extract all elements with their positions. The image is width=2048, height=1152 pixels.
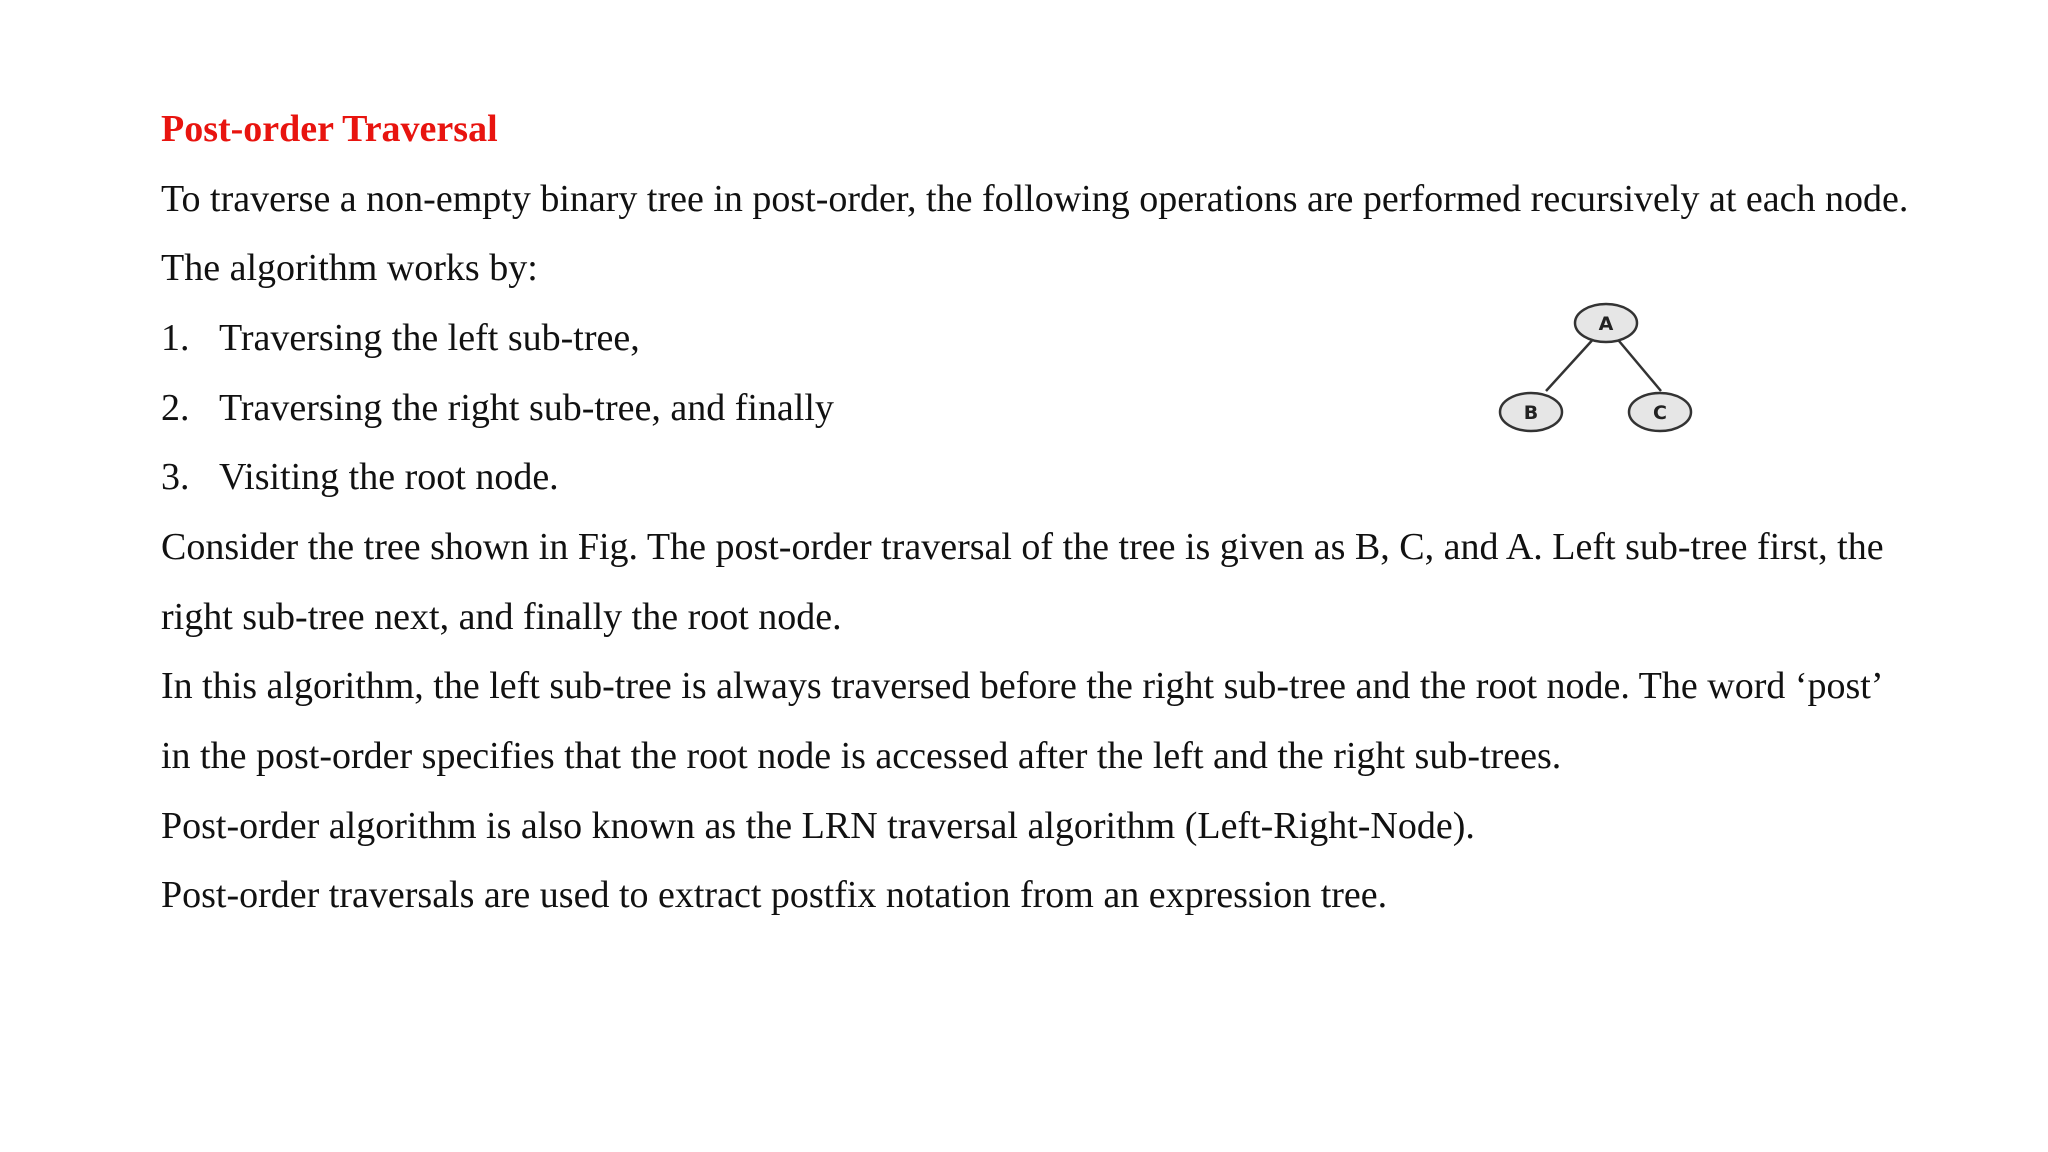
lrn-line: Post-order algorithm is also known as the LRN traversal algorithm (Left-Right-Node). — [161, 805, 1475, 847]
node-label: C — [1653, 402, 1667, 424]
step-number: 2. — [161, 387, 190, 429]
intro-line-1: To traverse a non-empty binary tree in post-order, the following operations are performed recursively at each node. — [161, 178, 1909, 220]
edge-a-c — [1614, 335, 1661, 391]
step-item-2 — [161, 385, 834, 431]
step-item-1 — [161, 315, 640, 361]
step-text: Visiting the root node. — [219, 456, 559, 498]
consider-line-2: right sub-tree next, and finally the root node. — [161, 596, 842, 638]
binary-tree-figure — [1490, 295, 1710, 445]
step-text: Traversing the right sub-tree, and finally — [219, 387, 834, 429]
step-number: 3. — [161, 456, 190, 498]
consider-line-1: Consider the tree shown in Fig. The post-order traversal of the tree is given as B, C, and A. Left sub-tree first, the — [161, 526, 1884, 568]
slide-title: Post-order Traversal — [161, 108, 498, 150]
intro-line-2: The algorithm works by: — [161, 247, 538, 289]
node-label: A — [1598, 313, 1614, 335]
algorithm-line-1: In this algorithm, the left sub-tree is always traversed before the right sub-tree and the root node. The word ‘post’ — [161, 665, 1884, 707]
tree-node-right — [1629, 393, 1691, 431]
node-label: B — [1523, 402, 1539, 424]
binary-tree-diagram — [1490, 295, 1710, 445]
edge-a-b — [1546, 335, 1597, 391]
step-item-3 — [161, 454, 559, 500]
step-number: 1. — [161, 317, 190, 359]
step-text: Traversing the left sub-tree, — [219, 317, 640, 359]
postfix-use-line: Post-order traversals are used to extract postfix notation from an expression tree. — [161, 874, 1388, 916]
tree-node-root — [1575, 304, 1637, 342]
tree-node-left — [1500, 393, 1562, 431]
algorithm-line-2: in the post-order specifies that the root node is accessed after the left and the right sub-trees. — [161, 735, 1562, 777]
